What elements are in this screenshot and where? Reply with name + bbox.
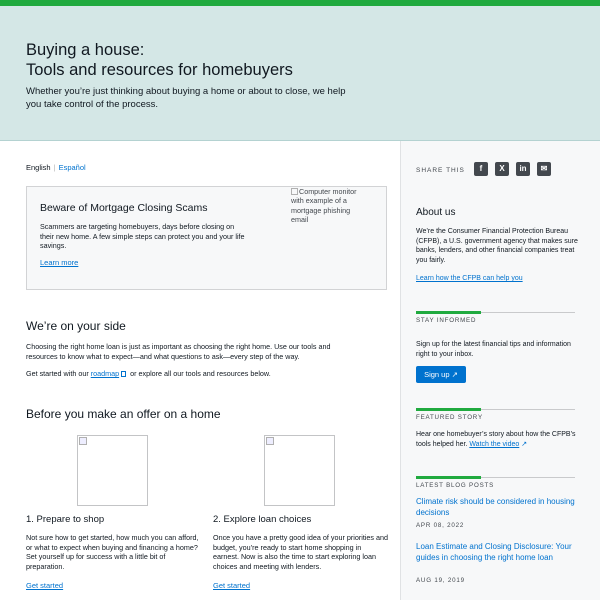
featured-story-text: Hear one homebuyer’s story about how the CFPB’s tools helped her. [416,431,576,448]
featured-story-label: FEATURED STORY [416,414,483,421]
linkedin-icon[interactable]: in [516,162,530,176]
x-icon[interactable]: X [495,162,509,176]
blog-post-2-date: AUG 19, 2019 [416,577,465,584]
divider [416,408,575,411]
broken-image-icon [79,437,87,445]
sidebar [400,141,600,600]
facebook-icon[interactable]: f [474,162,488,176]
stay-informed-body: Sign up for the latest financial tips and information right to your inbox. [416,341,571,358]
broken-image-icon [266,437,274,445]
card-2-image [264,435,335,506]
language-spanish-link[interactable]: Español [58,163,86,172]
blog-post-1-date: APR 08, 2022 [416,522,465,529]
card-1-get-started-link[interactable]: Get started [26,581,64,590]
notice-title: Beware of Mortgage Closing Scams [40,202,208,214]
card-2-title: 2. Explore loan choices [213,514,312,525]
about-body: We’re the Consumer Financial Protection Bureau (CFPB), a U.S. government agency that makes sure banks, lenders, and other financial companies treat you fairly. [416,228,578,264]
stay-informed-label: STAY INFORMED [416,317,477,324]
about-cfpb-link[interactable]: Learn how the CFPB can help you [416,275,523,282]
watch-video-link[interactable]: Watch the video [469,440,520,448]
card-1-image [77,435,148,506]
divider [416,476,575,479]
intro-cta [26,369,346,379]
scam-notice [26,186,387,290]
about-title: About us [416,207,456,218]
page-title-line2: Tools and resources for homebuyers [26,61,293,79]
intro-cta-post: or explore all our tools and resources below. [128,369,271,378]
share-label: SHARE THIS [416,167,465,174]
latest-blog-posts-label: LATEST BLOG POSTS [416,482,495,489]
page-title [26,40,293,80]
blog-post-2-link[interactable]: Loan Estimate and Closing Disclosure: Your guides in choosing the right home loan [416,542,572,562]
roadmap-link[interactable]: roadmap [90,369,120,378]
divider [416,311,575,314]
section-title: Before you make an offer on a home [26,407,221,421]
signup-label: Sign up [424,370,450,379]
language-switcher [26,163,86,172]
notice-body: Scammers are targeting homebuyers, days before closing on their new home. A few simple steps can protect you and your life savings. [40,222,245,250]
main-content [0,141,400,600]
intro-title: We’re on your side [26,319,126,333]
broken-image-icon [291,188,298,195]
external-link-icon: ↗ [521,440,528,448]
external-link-icon: ↗ [451,370,458,379]
document-icon [121,371,126,377]
intro-body: Choosing the right home loan is just as important as choosing the right home. Use our tools and resources to know what to expect—and what questions to ask—every step of the way. [26,342,331,361]
card-2-body: Once you have a pretty good idea of your priorities and budget, you’re ready to start home shopping in earnest. Now is also the time to start exploring loan choices and meeting with lenders. [213,533,389,571]
language-english: English [26,163,51,172]
signup-button[interactable] [416,366,466,383]
hero-banner [0,6,600,141]
notice-image-alt: Computer monitor with example of a mortgage phishing email [291,187,357,224]
card-2-get-started-link[interactable]: Get started [213,581,251,590]
hero-subtitle: Whether you’re just thinking about buying a home or about to close, we help you take control of the process. [26,86,346,110]
card-1-title: 1. Prepare to shop [26,514,105,525]
intro-cta-pre: Get started with our [26,369,91,378]
page-title-line1: Buying a house: [26,41,145,59]
featured-story-body [416,430,578,449]
notice-image [291,187,363,224]
card-1-body: Not sure how to get started, how much you can afford, or what to expect when buying and financing a home? Set yourself up for success with a little bit of preparation. [26,533,199,571]
blog-post-1-link[interactable]: Climate risk should be considered in housing decisions [416,497,575,517]
language-separator: | [53,163,56,172]
notice-learn-more-link[interactable]: Learn more [40,258,79,267]
share-icons [474,162,551,176]
email-icon[interactable]: ✉ [537,162,551,176]
